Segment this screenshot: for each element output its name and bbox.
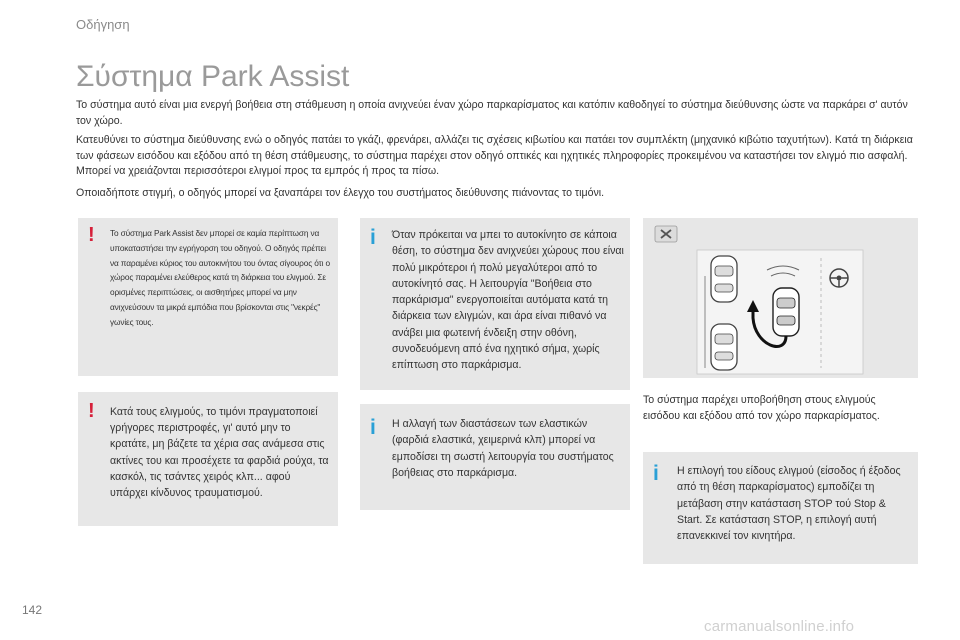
info-box-1 bbox=[360, 218, 630, 390]
warning-text-1: Το σύστημα Park Assist δεν μπορεί σε καμία περίπτωση να υποκαταστήσει την εγρήγορση του οδηγού. Ο οδηγός πρέπει να παραμένει κύριος του αυτοκινήτου του όντας σίγουρος ότι ο χώρος παραμένει ελεύθερος κατά τη διάρκεια του ελιγμού. Σε ορισμένες περιπτώσεις, οι αισθητήρες μπορεί να μην ανιχνεύσουν τα μικρά εμπόδια που βρίσκονται στις "νεκρές" γωνίες τους. bbox=[110, 228, 330, 327]
info-text-3: Η επιλογή του είδους ελιγμού (είσοδος ή έξοδος από τη θέση παρκαρίσματος) εμποδίζει τη μετάβαση στην κατάσταση STOP τού Stop & Start. Σε κατάσταση STOP, η επιλογή αυτή επανεκκινεί τον κινητήρα. bbox=[677, 465, 901, 543]
info-icon: i bbox=[653, 462, 659, 485]
warning-icon: ! bbox=[88, 224, 95, 246]
section-label: Οδήγηση bbox=[76, 17, 130, 32]
warning-text-2: Κατά τους ελιγμούς, το τιμόνι πραγματοποιεί γρήγορες περιστροφές, γι' αυτό μην το κρατάτε, μη βάζετε τα χέρια σας ανάμεσα στις ακτίνες του και προσέχετε τα φαρδιά ρούχα, τα κασκόλ, τις τσάντες χειρός κλπ... αφού υπάρχει κίνδυνος τραυματισμού. bbox=[110, 406, 329, 500]
warning-icon: ! bbox=[88, 400, 95, 422]
watermark: carmanualsonline.info bbox=[704, 618, 855, 635]
info-icon: i bbox=[370, 416, 376, 439]
diagram-caption: Το σύστημα παρέχει υποβοήθηση στους ελιγμούς εισόδου και εξόδου από τον χώρο παρκαρίσματος. bbox=[643, 394, 880, 423]
page-title: Σύστημα Park Assist bbox=[76, 60, 350, 93]
info-text-2: Η αλλαγή των διαστάσεων των ελαστικών (φαρδιά ελαστικά, χειμερινά κλπ) μπορεί να εμποδίσει τη σωστή λειτουργία του συστήματος βοήθειας στο παρκάρισμα. bbox=[392, 418, 614, 479]
park-assist-diagram bbox=[643, 218, 918, 378]
intro-paragraph-3: Οποιαδήποτε στιγμή, ο οδηγός μπορεί να ξαναπάρει τον έλεγχο του συστήματος διεύθυνσης πιάνοντας το τιμόνι. bbox=[76, 186, 605, 199]
parking-maneuver-illustration bbox=[643, 218, 918, 378]
info-text-1: Όταν πρόκειται να μπει το αυτοκίνητο σε κάποια θέση, το σύστημα δεν ανιχνεύει χώρους που είναι πολύ μικρότεροι ή πολύ μεγαλύτεροι από το αυτοκίνητό σας. Η λειτουργία "Βοήθεια στο παρκάρισμα" ενεργοποιείται αυτόματα κατά τη διάρκεια των ελιγμών, και άρα είναι πιθανό να ανάβει μια φωτεινή ένδειξη στην οθόνη, συνοδευόμενη από ένα ηχητικό σήμα, χωρίς επίπτωση στο παρκάρισμα. bbox=[392, 229, 624, 372]
intro-paragraph-1: Το σύστημα αυτό είναι μια ενεργή βοήθεια στη στάθμευση η οποία ανιχνεύει έναν χώρο παρκαρίσματος και κατόπιν καθοδηγεί το σύστημα διεύθυνσης ώστε να παρκάρει σ' αυτόν τον χώρο. bbox=[76, 99, 908, 127]
parked-car-rear-icon bbox=[711, 324, 737, 370]
intro-paragraph-2: Κατευθύνει το σύστημα διεύθυνσης ενώ ο οδηγός πατάει το γκάζι, φρενάρει, αλλάζει τις σχέσεις κιβωτίου και πατάει τον συμπλέκτη (μηχανικό κιβώτιο ταχυτήτων). Κατά τη διάρκεια των φάσεων εισόδου και εξόδου από τη θέση στάθμευσης, το σύστημα παρέχει στον οδηγό οπτικές και ηχητικές πληροφορίες προκειμένου να καταστήσει τον ελιγμό πιο ασφαλή. Μπορεί να χρειάζονται περισσότεροι ελιγμοί προς τα εμπρός ή προς τα πίσω. bbox=[76, 134, 913, 178]
info-box-2 bbox=[360, 404, 630, 510]
info-box-3 bbox=[643, 452, 918, 564]
parked-car-front-icon bbox=[711, 256, 737, 302]
maneuvering-car-icon bbox=[773, 288, 799, 336]
page-number: 142 bbox=[22, 603, 43, 617]
warning-box-2 bbox=[78, 392, 338, 526]
intro-text bbox=[76, 98, 916, 206]
warning-box-1 bbox=[78, 218, 338, 376]
info-icon: i bbox=[370, 226, 376, 249]
